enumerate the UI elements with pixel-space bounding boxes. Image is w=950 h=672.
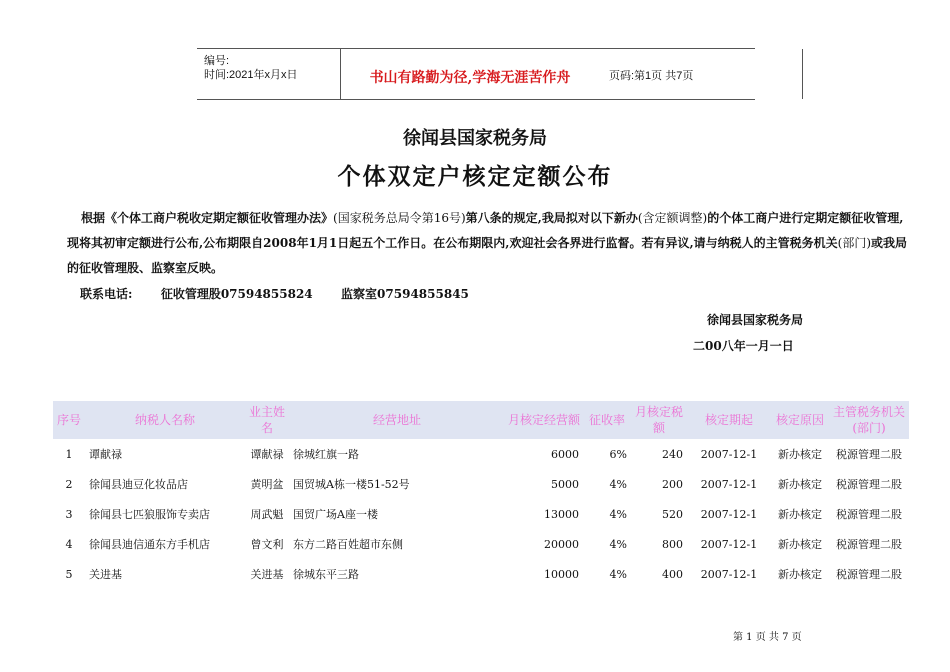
cell-rate: 6%	[609, 447, 627, 461]
header-meta	[197, 49, 340, 99]
cell-monthly-tax: 400	[662, 567, 683, 581]
cell-owner: 黄明盆	[250, 478, 284, 491]
cell-address: 国贸城A栋一楼51-52号	[293, 478, 410, 491]
col-header-rate: 征收率	[583, 401, 631, 439]
cell-start-date: 2007-12-1	[700, 447, 758, 461]
para-part-1: 根据《个体工商户税收定期定额征收管理办法》	[81, 211, 334, 225]
cell-monthly-amount: 6000	[551, 447, 579, 461]
cell-name: 关进基	[89, 568, 122, 581]
number-label: 编号:	[204, 55, 230, 67]
col-header-start-date: 核定期起	[687, 401, 771, 439]
cell-authority: 税源管理二股	[836, 538, 902, 551]
cell-seq: 2	[65, 477, 73, 491]
page-label: 页码:第1页 共7页	[609, 70, 694, 82]
org-title: 徐闻县国家税务局	[403, 128, 547, 149]
cell-owner: 曾文利	[250, 538, 284, 551]
motto: 书山有路勤为径,学海无涯苦作舟	[369, 70, 571, 86]
cell-monthly-amount: 10000	[544, 567, 579, 581]
para-part-4: (含定额调整)	[637, 211, 708, 225]
cell-seq: 5	[65, 567, 73, 581]
signature-org: 徐闻县国家税务局	[707, 313, 804, 327]
contact-supervision: 监察室07594855845	[341, 287, 469, 301]
time-label: 时间:2021年x月x日	[204, 69, 298, 81]
col-header-reason: 核定原因	[771, 401, 829, 439]
cell-address: 国贸广场A座一楼	[293, 508, 378, 521]
para-part-3: 第八条的规定,我局拟对以下新办	[465, 211, 638, 225]
col-header-monthly-tax: 月核定税额	[631, 401, 687, 439]
table-row	[53, 559, 909, 589]
cell-name: 谭献禄	[89, 448, 122, 461]
para-part-7: 或我局的征收管理股、监察室反映。	[67, 236, 908, 275]
col-header-authority: 主管税务机关(部门)	[829, 401, 909, 439]
signature-date: 二00八年一月一日	[693, 339, 794, 353]
cell-name: 徐闻县七匹狼服饰专卖店	[89, 508, 210, 521]
cell-authority: 税源管理二股	[836, 478, 902, 491]
para-part-5: 的个体工商户进行定期定额征收管理,现将其初审定额进行公布,公布期限自2008年1月1日起五个工作日。在公布期限内,欢迎社会各界进行监督。若有异议,请与纳税人的主管税务机关	[67, 211, 904, 250]
page-header	[197, 48, 755, 100]
cell-name: 徐闻县迪豆化妆品店	[89, 478, 188, 491]
cell-rate: 4%	[609, 567, 627, 581]
document-title: 个体双定户核定定额公布	[337, 163, 613, 190]
contact-collection: 征收管理股07594855824	[160, 287, 313, 301]
page-footer: 第 1 页 共 7 页	[733, 632, 802, 643]
table-header-row	[53, 401, 909, 439]
cell-monthly-tax: 800	[662, 537, 683, 551]
cell-reason: 新办核定	[778, 478, 822, 491]
cell-seq: 1	[65, 447, 73, 461]
cell-monthly-tax: 200	[662, 477, 683, 491]
assessment-table	[53, 401, 909, 589]
cell-authority: 税源管理二股	[836, 448, 902, 461]
cell-monthly-amount: 13000	[544, 507, 579, 521]
para-part-6: (部门)	[837, 236, 872, 250]
col-header-seq: 序号	[53, 401, 85, 439]
cell-reason: 新办核定	[778, 508, 822, 521]
cell-owner: 关进基	[250, 568, 284, 581]
cell-rate: 4%	[609, 537, 627, 551]
cell-reason: 新办核定	[778, 568, 822, 581]
cell-start-date: 2007-12-1	[700, 567, 758, 581]
table-row	[53, 529, 909, 559]
cell-seq: 3	[65, 507, 73, 521]
col-header-owner: 业主姓名	[245, 401, 289, 439]
col-header-address: 经营地址	[289, 401, 505, 439]
cell-monthly-amount: 20000	[544, 537, 579, 551]
cell-monthly-amount: 5000	[551, 477, 579, 491]
para-part-2: (国家税务总局令第16号)	[333, 211, 466, 225]
cell-monthly-tax: 520	[662, 507, 683, 521]
cell-address: 徐城红旗一路	[293, 448, 359, 461]
table-row	[53, 499, 909, 529]
contact-label: 联系电话:	[80, 287, 133, 301]
cell-reason: 新办核定	[778, 448, 822, 461]
cell-rate: 4%	[609, 477, 627, 491]
cell-authority: 税源管理二股	[836, 508, 902, 521]
cell-owner: 谭献禄	[250, 448, 284, 461]
cell-start-date: 2007-12-1	[700, 507, 758, 521]
header-motto-cell	[340, 49, 803, 99]
cell-seq: 4	[65, 537, 73, 551]
cell-address: 徐城东平三路	[293, 568, 359, 581]
cell-rate: 4%	[609, 507, 627, 521]
contact-line	[80, 285, 469, 302]
cell-address: 东方二路百姓超市东侧	[293, 538, 403, 551]
cell-start-date: 2007-12-1	[700, 477, 758, 491]
body-paragraph	[67, 206, 913, 281]
cell-owner: 周武魁	[250, 508, 284, 521]
cell-monthly-tax: 240	[662, 447, 683, 461]
col-header-monthly-amount: 月核定经营额	[505, 401, 583, 439]
cell-name: 徐闻县迪信通东方手机店	[89, 538, 210, 551]
cell-start-date: 2007-12-1	[700, 537, 758, 551]
col-header-name: 纳税人名称	[85, 401, 245, 439]
table-row	[53, 439, 909, 469]
cell-reason: 新办核定	[778, 538, 822, 551]
cell-authority: 税源管理二股	[836, 568, 902, 581]
table-row	[53, 469, 909, 499]
